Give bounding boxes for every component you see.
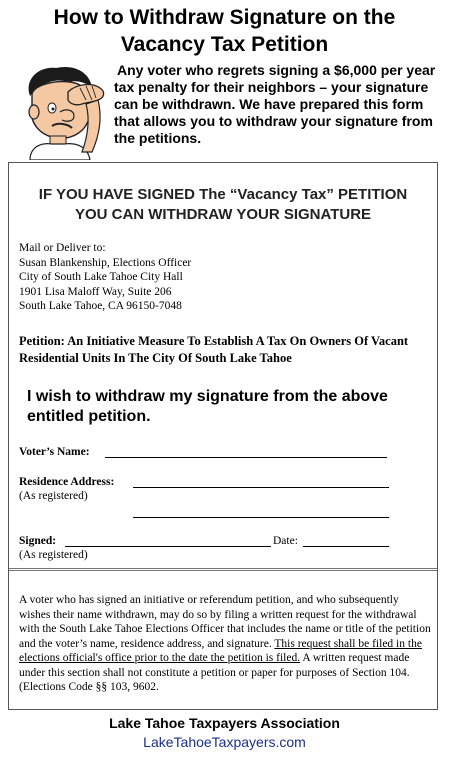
petition-label: Petition:	[19, 334, 65, 348]
form-heading-line-2: YOU CAN WITHDRAW YOUR SIGNATURE	[74, 206, 372, 223]
petition-text: An Initiative Measure To Establish A Tax On Owners Of Vacant Residential Units In The City Of South Lake Tahoe	[19, 334, 409, 365]
address-line: South Lake Tahoe, CA 96150-7048	[19, 300, 182, 312]
footer-organization: Lake Tahoe Taxpayers Association	[109, 715, 340, 731]
address-line: Susan Blankenship, Elections Officer	[19, 256, 192, 269]
form-heading-line-1: IF YOU HAVE SIGNED The “Vacancy Tax” PETITION	[38, 186, 408, 203]
notice-text-1: A voter who has signed an initiative or referendum petition, and who subsequently wishes their name withdrawn, may do so by filing a written request for the withdrawal with the South Lake Tahoe Elections Officer that includes the name or title of the petition and the voter’s name, residence address, and signature.	[19, 594, 431, 650]
residence-address-field-1[interactable]	[133, 487, 389, 488]
residence-address-label: Residence Address:	[19, 476, 115, 488]
withdrawal-form	[8, 162, 438, 710]
voter-name-field[interactable]	[105, 457, 387, 458]
date-label: Date:	[273, 535, 298, 547]
page-title-line-2: Vacancy Tax Petition	[120, 33, 329, 56]
petition-title	[19, 333, 434, 367]
residence-address-field-2[interactable]	[133, 517, 389, 518]
footer-website-link[interactable]: LakeTahoeTaxpayers.com	[143, 734, 306, 750]
facepalm-cartoon-icon	[16, 62, 108, 160]
signature-field[interactable]	[65, 546, 271, 547]
signed-note: (As registered)	[19, 549, 88, 561]
address-line: City of South Lake Tahoe City Hall	[19, 271, 183, 283]
section-divider	[9, 568, 437, 571]
date-field[interactable]	[303, 546, 389, 547]
voter-name-label: Voter’s Name:	[19, 446, 90, 458]
residence-address-note: (As registered)	[19, 490, 88, 502]
signed-label: Signed:	[19, 535, 57, 547]
notice-text-2: A written request made under this section shall not constitute a petition or paper for purposes of Section 104. (Elections Code §§ 103, 9602.	[19, 652, 410, 693]
form-heading	[9, 185, 437, 225]
legal-notice	[19, 593, 431, 695]
intro-paragraph: Any voter who regrets signing a $6,000 per year tax penalty for their neighbors – your signature can be withdrawn. We have prepared this form that allows you to withdraw your signature from the petitions.	[114, 62, 436, 146]
notice-underlined: This request shall be filed in the elections official's office prior to the date the petition is filed.	[19, 637, 422, 664]
address-line: Mail or Deliver to:	[19, 242, 106, 254]
page-title	[0, 4, 449, 58]
address-line: 1901 Lisa Maloff Way, Suite 206	[19, 285, 172, 298]
mailing-address	[19, 241, 419, 314]
page-title-line-1: How to Withdraw Signature on the	[53, 6, 396, 29]
withdraw-statement: I wish to withdraw my signature from the above entitled petition.	[27, 388, 388, 425]
